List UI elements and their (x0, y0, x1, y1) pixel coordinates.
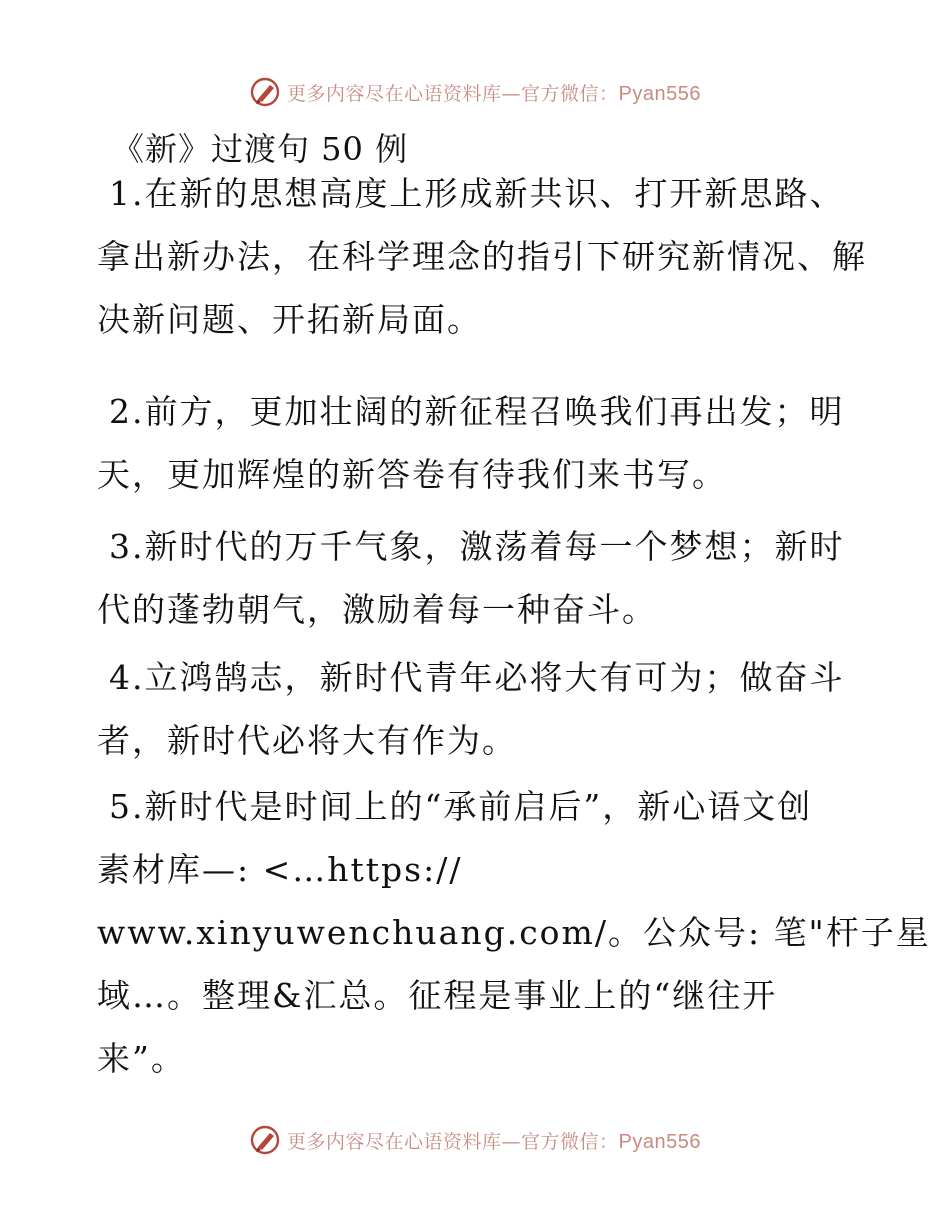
pen-logo-icon (249, 1124, 281, 1156)
footer-banner (0, 1120, 950, 1160)
footer-banner-text: 更多内容尽在心语资料库—官方微信：Pyan556 (287, 1130, 701, 1153)
list-item (97, 775, 931, 1090)
item-line: 2.前方，更加壮阔的新征程召唤我们再出发；明 (109, 392, 845, 431)
list-item (97, 380, 857, 506)
header-banner-text: 更多内容尽在心语资料库—官方微信：Pyan556 (287, 82, 701, 105)
list-item (97, 162, 867, 351)
footer-wechat-id: Pyan556 (618, 1130, 701, 1153)
item-line: 3.新时代的万千气象，激荡着每一个梦想；新时 (109, 527, 845, 566)
item-line: www.xinyuwenchuang.com/。公众号: 笔"杆子星 (97, 913, 931, 952)
header-banner (0, 72, 950, 112)
item-line: 5.新时代是时间上的“承前启后”，新心语文创 (109, 787, 813, 826)
item-line: 来”。 (97, 1039, 186, 1078)
list-item (97, 646, 857, 772)
header-wechat-id: Pyan556 (618, 82, 701, 105)
item-line: 拿出新办法，在科学理念的指引下研究新情况、解 (97, 237, 867, 276)
item-line: 者，新时代必将大有作为。 (97, 721, 517, 760)
item-line: 4.立鸿鹄志，新时代青年必将大有可为；做奋斗 (109, 658, 845, 697)
item-line: 决新问题、开拓新局面。 (97, 300, 482, 339)
pen-logo-icon (249, 76, 281, 108)
item-line: 代的蓬勃朝气，激励着每一种奋斗。 (97, 590, 657, 629)
list-item (97, 515, 857, 641)
item-line: 天，更加辉煌的新答卷有待我们来书写。 (97, 455, 727, 494)
item-line: 1.在新的思想高度上形成新共识、打开新思路、 (109, 174, 845, 213)
item-line: 域…。整理&汇总。征程是事业上的“继往开 (97, 976, 778, 1015)
document-title: 《新》过渡句 50 例 (112, 130, 409, 168)
item-line: 素材库—: <…https:// (97, 850, 463, 889)
